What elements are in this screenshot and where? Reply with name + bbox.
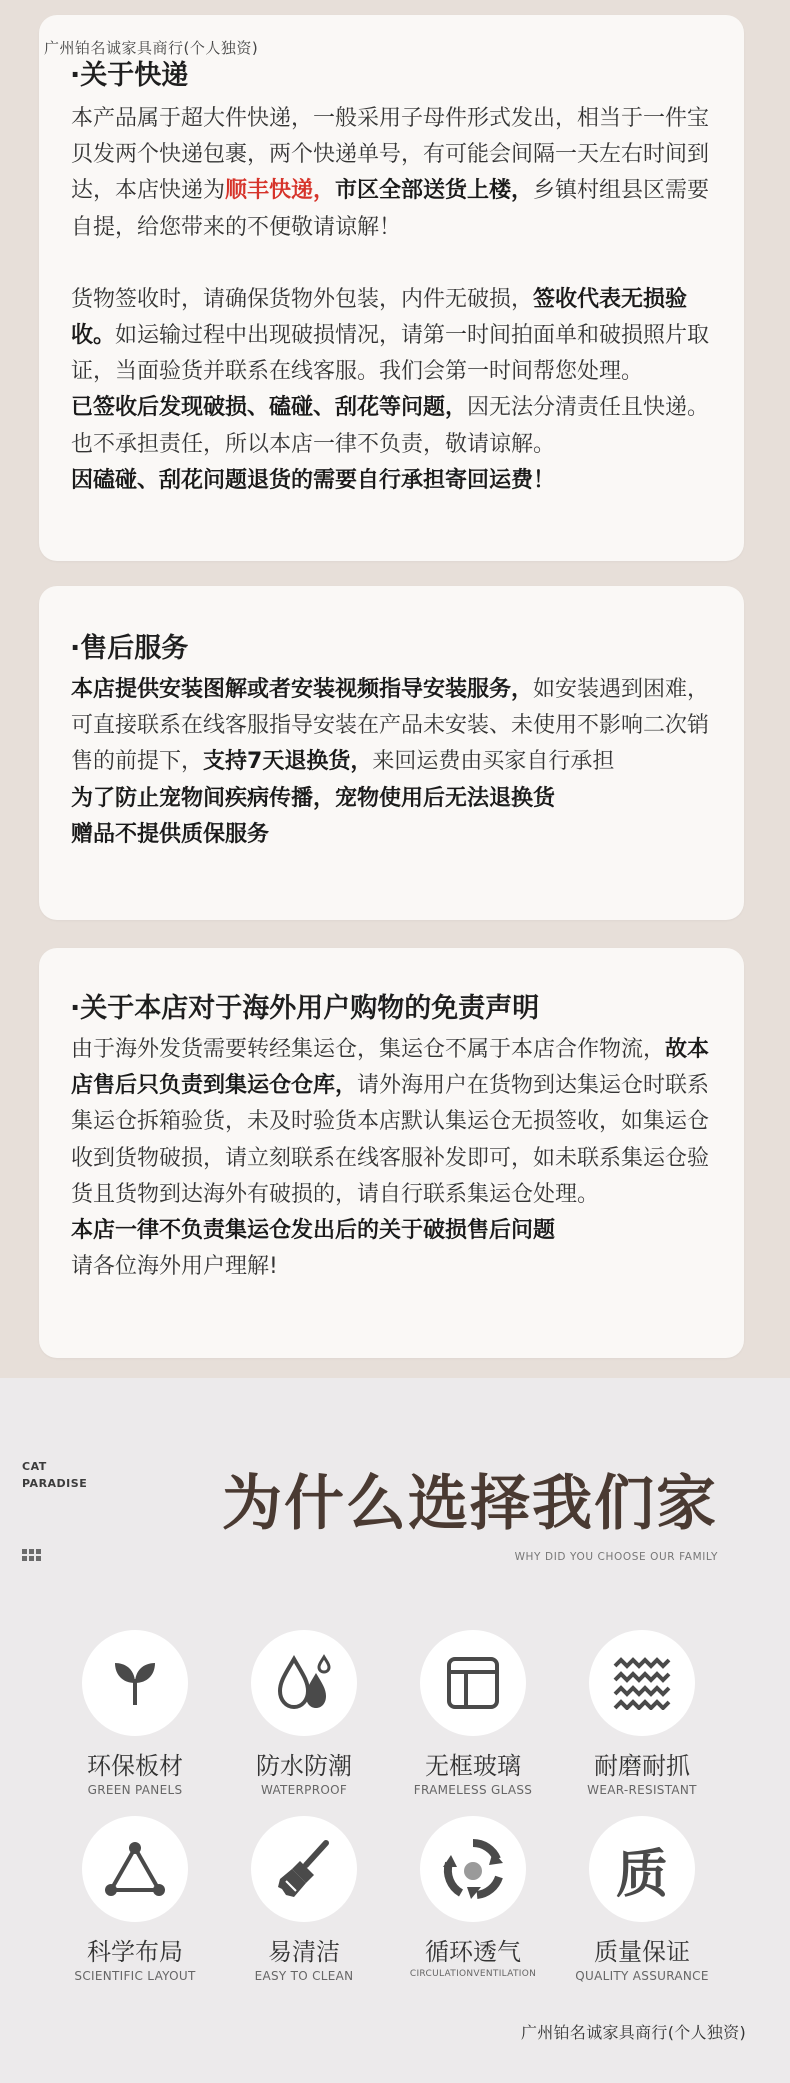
delivery-paragraph-1 <box>71 101 721 246</box>
sprout-icon <box>82 1630 188 1736</box>
aftersale-title: ·售后服务 <box>70 633 189 664</box>
delivery-card <box>39 15 744 561</box>
brand-line: CAT <box>22 1460 47 1473</box>
quality-char: 质 <box>615 1844 668 1905</box>
delivery-text: 因无法分清责任且快递。也不承担责任，所以本店一律不负责，敬请谅解。 <box>71 395 710 457</box>
delivery-text: 如运输过程中出现破损情况，请第一时间拍面单和破损照片取证，当面验货并联系在线客服。我们会第一时间帮您处理。 <box>71 323 710 385</box>
overseas-body <box>71 1032 721 1285</box>
shop-footer: 广州铂名诚家具商行(个人独资) <box>521 2023 746 2042</box>
triangle-icon <box>82 1816 188 1922</box>
brand-label <box>22 1458 87 1492</box>
delivery-bold: 已签收后发现破损、磕碰、刮花等问题， <box>71 395 468 421</box>
why-choose-us-section <box>0 1378 790 2083</box>
wave-lines-icon <box>589 1630 695 1736</box>
overseas-text: 请外海用户在货物到达集运仓时联系集运仓拆箱验货，未及时验货本店默认集运仓无损签收，如集运仓收到货物破损，请立刻联系在线客服补发即可，如未联系集运仓验货且货物到达海外有破损的，请自行联系集运仓处理。 <box>71 1073 710 1207</box>
feature-name-en: CIRCULATIONVENTILATION <box>409 1969 537 1979</box>
feature-name-en: GREEN PANELS <box>87 1783 183 1797</box>
aftersale-text: 如安装遇到困难，可直接联系在线客服指导安装在产品未安装、未使用不影响二次销售的前提下， <box>71 677 710 775</box>
feature-name-en: WATERPROOF <box>260 1783 348 1797</box>
overseas-bold: 故本店售后只负责到集运仓仓库， <box>71 1037 710 1099</box>
aftersale-bold: 本店提供安装图解或者安装视频指导安装服务， <box>71 677 534 702</box>
overseas-bold: 本店一律不负责集运仓发出后的关于破损售后问题 <box>71 1218 556 1244</box>
feature-name: 易清洁 <box>268 1938 340 1966</box>
aftersale-paragraph-2 <box>71 781 721 817</box>
feature-name-en: QUALITY ASSURANCE <box>575 1969 709 1983</box>
overseas-paragraph-1 <box>71 1032 721 1213</box>
water-drops-icon <box>251 1630 357 1736</box>
feature-name: 环保板材 <box>87 1752 183 1780</box>
why-headline: 为什么选择我们家 <box>222 1469 718 1539</box>
quality-char-icon <box>589 1816 695 1922</box>
feature-name: 防水防潮 <box>256 1752 352 1780</box>
aftersale-bold: 赠品不提供质保服务 <box>71 821 270 847</box>
aftersale-text: 来回运费由买家自行承担 <box>372 749 615 775</box>
courier-highlight: 顺丰快递， <box>225 178 336 204</box>
delivery-text: 乡镇村组县区需要自提，给您带来的不便敬请谅解！ <box>71 178 710 240</box>
aftersale-paragraph-1 <box>71 672 721 781</box>
feature-name: 质量保证 <box>594 1938 690 1966</box>
feature-name-en: SCIENTIFIC LAYOUT <box>74 1969 196 1983</box>
feature-name: 循环透气 <box>425 1938 521 1966</box>
delivery-bold: 因磕碰、刮花问题退货的需要自行承担寄回运费！ <box>71 467 556 493</box>
feature-name-en: WEAR-RESISTANT <box>587 1783 697 1797</box>
delivery-text: 货物签收时，请确保货物外包装，内件无破损， <box>71 286 534 312</box>
overseas-paragraph-3 <box>71 1249 721 1285</box>
delivery-text: 本产品属于超大件快递，一般采用子母件形式发出，相当于一件宝贝发两个快递包裹，两个快递单号，有可能会间隔一天左右时间到达，本店快递为 <box>71 106 710 204</box>
feature-wear-resistant <box>542 1630 742 1797</box>
glass-panel-icon <box>420 1630 526 1736</box>
feature-name: 科学布局 <box>87 1938 183 1966</box>
grid-dots-icon <box>22 1549 44 1565</box>
feature-quality-assurance <box>542 1816 742 1983</box>
overseas-text: 请各位海外用户理解! <box>71 1254 278 1280</box>
aftersale-bold: 支持7天退换货， <box>203 749 373 775</box>
aftersale-bold: 为了防止宠物间疾病传播，宠物使用后无法退换货 <box>71 785 556 811</box>
aftersale-paragraph-3 <box>71 817 721 853</box>
delivery-body <box>71 101 721 499</box>
overseas-text: 由于海外发货需要转经集运仓，集运仓不属于本店合作物流， <box>71 1037 666 1062</box>
broom-icon <box>251 1816 357 1922</box>
aftersale-card <box>39 586 744 920</box>
cycle-arrows-icon <box>420 1816 526 1922</box>
delivery-bold: 签收代表无损验收。 <box>71 286 688 349</box>
delivery-paragraph-4 <box>71 463 721 499</box>
delivery-paragraph-3 <box>71 390 721 462</box>
feature-name-en: FRAMELESS GLASS <box>413 1783 533 1797</box>
feature-name-en: EASY TO CLEAN <box>254 1969 354 1983</box>
overseas-card <box>39 948 744 1358</box>
shop-watermark: 广州铂名诚家具商行(个人独资) <box>44 39 259 57</box>
overseas-title: ·关于本店对于海外用户购物的免责声明 <box>70 993 540 1024</box>
aftersale-body <box>71 672 721 853</box>
delivery-paragraph-2 <box>71 282 721 391</box>
delivery-title: ·关于快递 <box>70 60 189 91</box>
feature-name: 无框玻璃 <box>425 1752 521 1780</box>
delivery-bold: 市区全部送货上楼， <box>335 178 534 204</box>
why-subtitle-en: WHY DID YOU CHOOSE OUR FAMILY <box>514 1551 718 1563</box>
feature-name: 耐磨耐抓 <box>594 1752 690 1780</box>
overseas-paragraph-2 <box>71 1213 721 1249</box>
brand-line: PARADISE <box>22 1477 88 1490</box>
